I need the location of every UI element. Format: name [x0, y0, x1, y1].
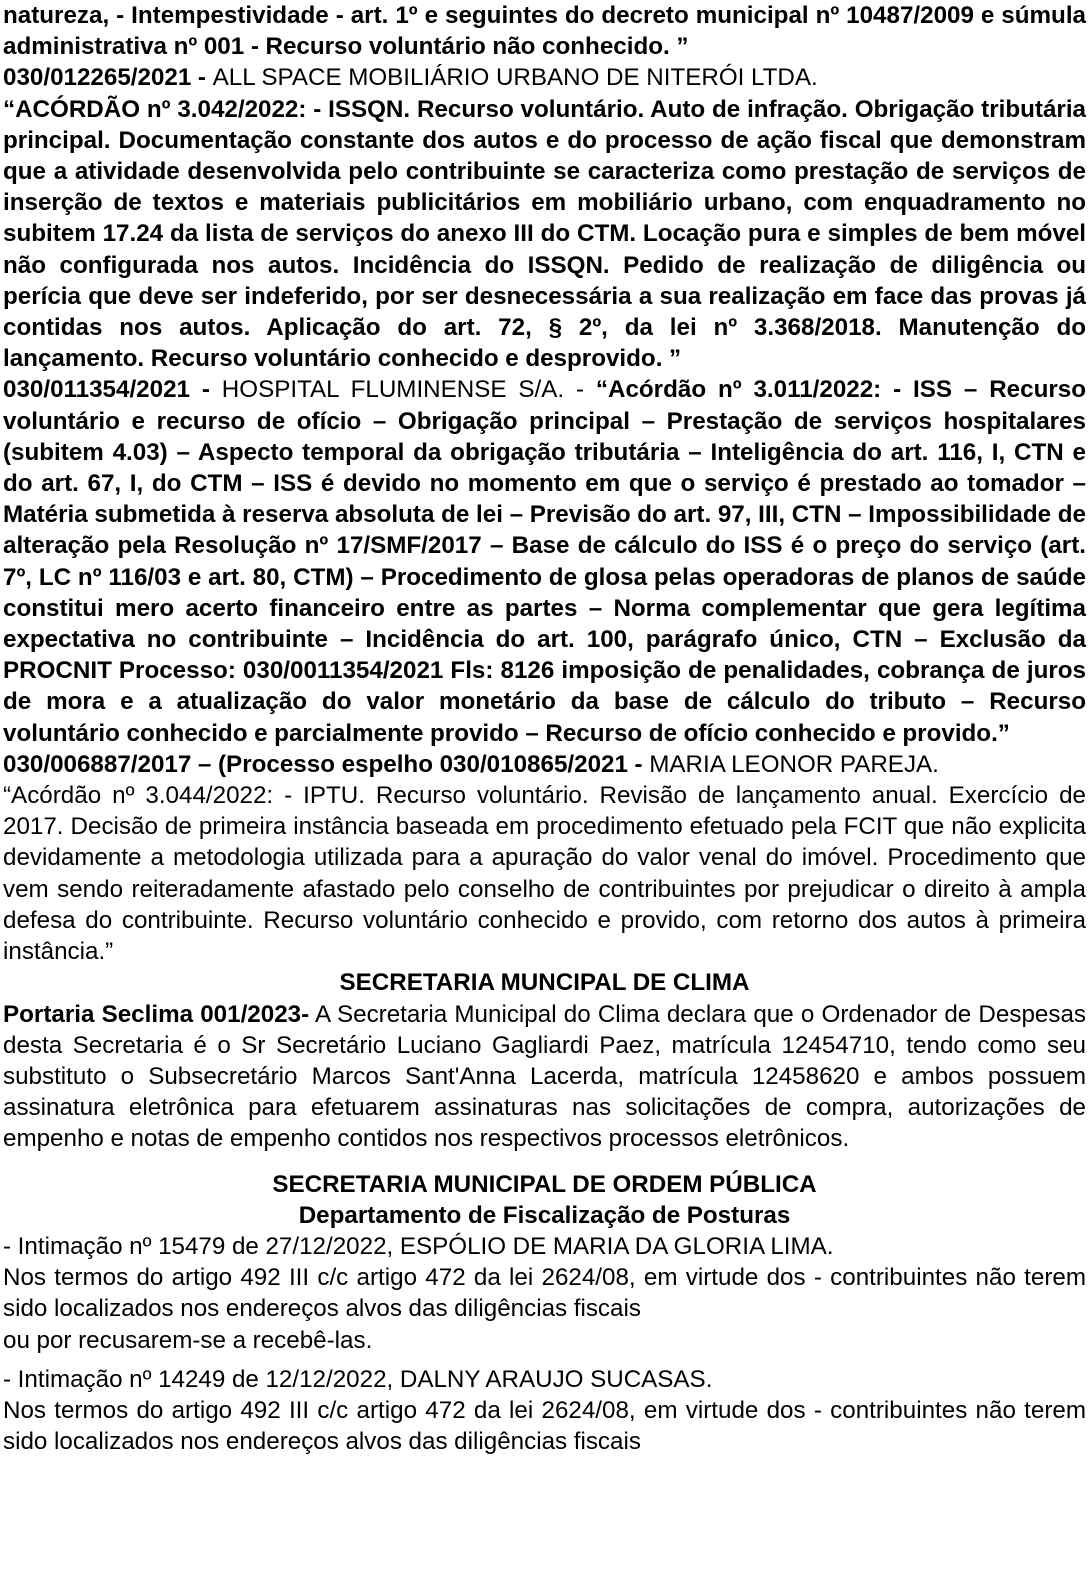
section-heading-clima: SECRETARIA MUNCIPAL DE CLIMA [339, 969, 750, 997]
acordao-3044-text: “Acórdão nº 3.044/2022: - IPTU. Recurso voluntário. Revisão de lançamento anual. Exercício de 2017. Decisão de primeira instância baseada em procedimento efetuado pela FCIT que não explicita devidamente a metodologia utilizada para a apuração do valor venal do imóvel. Procedimento que vem sendo reiteradamente afastado pelo conselho de contribuintes por prejudicar o direito à ampla defesa do contribuinte. Recurso voluntário conhecido e provido, com retorno dos autos à primeira instância.” [3, 782, 1086, 966]
process-number: 030/011354/2021 - [3, 376, 222, 404]
acordao-3011-text: “Acórdão nº 3.011/2022: - ISS – Recurso voluntário e recurso de ofício – Obrigação principal – Prestação de serviços hospitalares (subitem 4.03) – Aspecto temporal da obrigação tributária – Inteligência do art. 116, I, CTN e do art. 67, I, do CTM – ISS é devido no momento em que o serviço é prestado ao tomador – Matéria submetida à reserva absoluta de lei – Previsão do art. 97, III, CTN – Impossibilidade de alteração pela Resolução nº 17/SMF/2017 – Base de cálculo do ISS é o preço do serviço (art. 7º, LC nº 116/03 e art. 80, CTM) – Procedimento de glosa pelas operadoras de planos de saúde constitui mero acerto financeiro entre as partes – Norma complementar que gera legítima expectativa no contribuinte – Incidência do art. 100, parágrafo único, CTN – Exclusão da PROCNIT Processo: 030/0011354/2021 Fls: 8126 imposição de penalidades, cobrança de juros de mora e a atualização do valor monetário da base de cálculo do tributo – Recurso voluntário conhecido e parcialmente provido – Recurso de ofício conhecido e provido.” [3, 376, 1086, 747]
portaria-title: Portaria Seclima 001/2023- [3, 1000, 310, 1028]
section-heading-ordem-publica: SECRETARIA MUNICIPAL DE ORDEM PÚBLICA [272, 1170, 817, 1198]
process-entry-hospital-fluminense [3, 374, 1086, 748]
portaria-body: A Secretaria Municipal do Clima declara que o Ordenador de Despesas desta Secretaria é o Sr Secretário Luciano Gagliardi Paez, matrícula 12454710, tendo como seu substituto o Subsecretário Marcos Sant'Anna Lacerda, matrícula 12458620 e ambos possuem assinatura eletrônica para efetuarem assinaturas nas solicitações de compra, autorizações de empenho e notas de empenho contidos nos respectivos processos eletrônicos. [3, 1000, 1086, 1153]
party-name: ALL SPACE MOBILIÁRIO URBANO DE NITERÓI LTDA. [212, 64, 818, 92]
intimacao-legal-text: Nos termos do artigo 492 III c/c artigo 472 da lei 2624/08, em virtude dos - contribuintes não terem sido localizados nos endereços alvos das diligências fiscais [3, 1264, 1086, 1323]
intimacao-legal-text-cont: ou por recusarem-se a recebê-las. [3, 1326, 373, 1354]
party-name: HOSPITAL FLUMINENSE S/A. - [221, 376, 596, 404]
acordao-3042-text: “ACÓRDÃO nº 3.042/2022: - ISSQN. Recurso voluntário. Auto de infração. Obrigação tributária principal. Documentação constante dos autos e do processo de ação fiscal que demonstram que a atividade desenvolvida pelo contribuinte se caracteriza como prestação de serviços de inserção de textos e materiais publicitários em mobiliário urbano, com enquadramento no subitem 17.24 da lista de serviços do anexo III do CTM. Locação pura e simples de bem móvel não configurada nos autos. Incidência do ISSQN. Pedido de realização de diligência ou perícia que deve ser indeferido, por ser desnecessária a sua realização em face das provas já contidas nos autos. Aplicação do art. 72, § 2º, da lei nº 3.368/2018. Manutenção do lançamento. Recurso voluntário conhecido e desprovido. ” [3, 95, 1086, 373]
intimacao-15479: - Intimação nº 15479 de 27/12/2022, ESPÓLIO DE MARIA DA GLORIA LIMA. [3, 1232, 834, 1260]
process-entry-all-space [3, 62, 1086, 93]
process-number: 030/012265/2021 - [3, 64, 213, 92]
intimacao-legal-text-2: Nos termos do artigo 492 III c/c artigo 472 da lei 2624/08, em virtude dos - contribuintes não terem sido localizados nos endereços alvos das diligências fiscais [3, 1396, 1086, 1456]
intimacao-14249: - Intimação nº 14249 de 12/12/2022, DALNY ARAUJO SUCASAS. [3, 1365, 713, 1393]
process-entry-maria-leonor [3, 749, 1086, 780]
section-subheading-fiscalizacao: Departamento de Fiscalização de Posturas [298, 1201, 791, 1229]
document-page [3, 0, 1086, 1457]
portaria-seclima-paragraph [3, 999, 1086, 1155]
process-number: 030/006887/2017 – (Processo espelho 030/010865/2021 - [3, 750, 650, 778]
paragraph-intempestividade: natureza, - Intempestividade - art. 1º e seguintes do decreto municipal nº 10487/2009 e súmula administrativa nº 001 - Recurso voluntário não conhecido. ” [3, 2, 1086, 61]
party-name: MARIA LEONOR PAREJA. [649, 750, 939, 778]
